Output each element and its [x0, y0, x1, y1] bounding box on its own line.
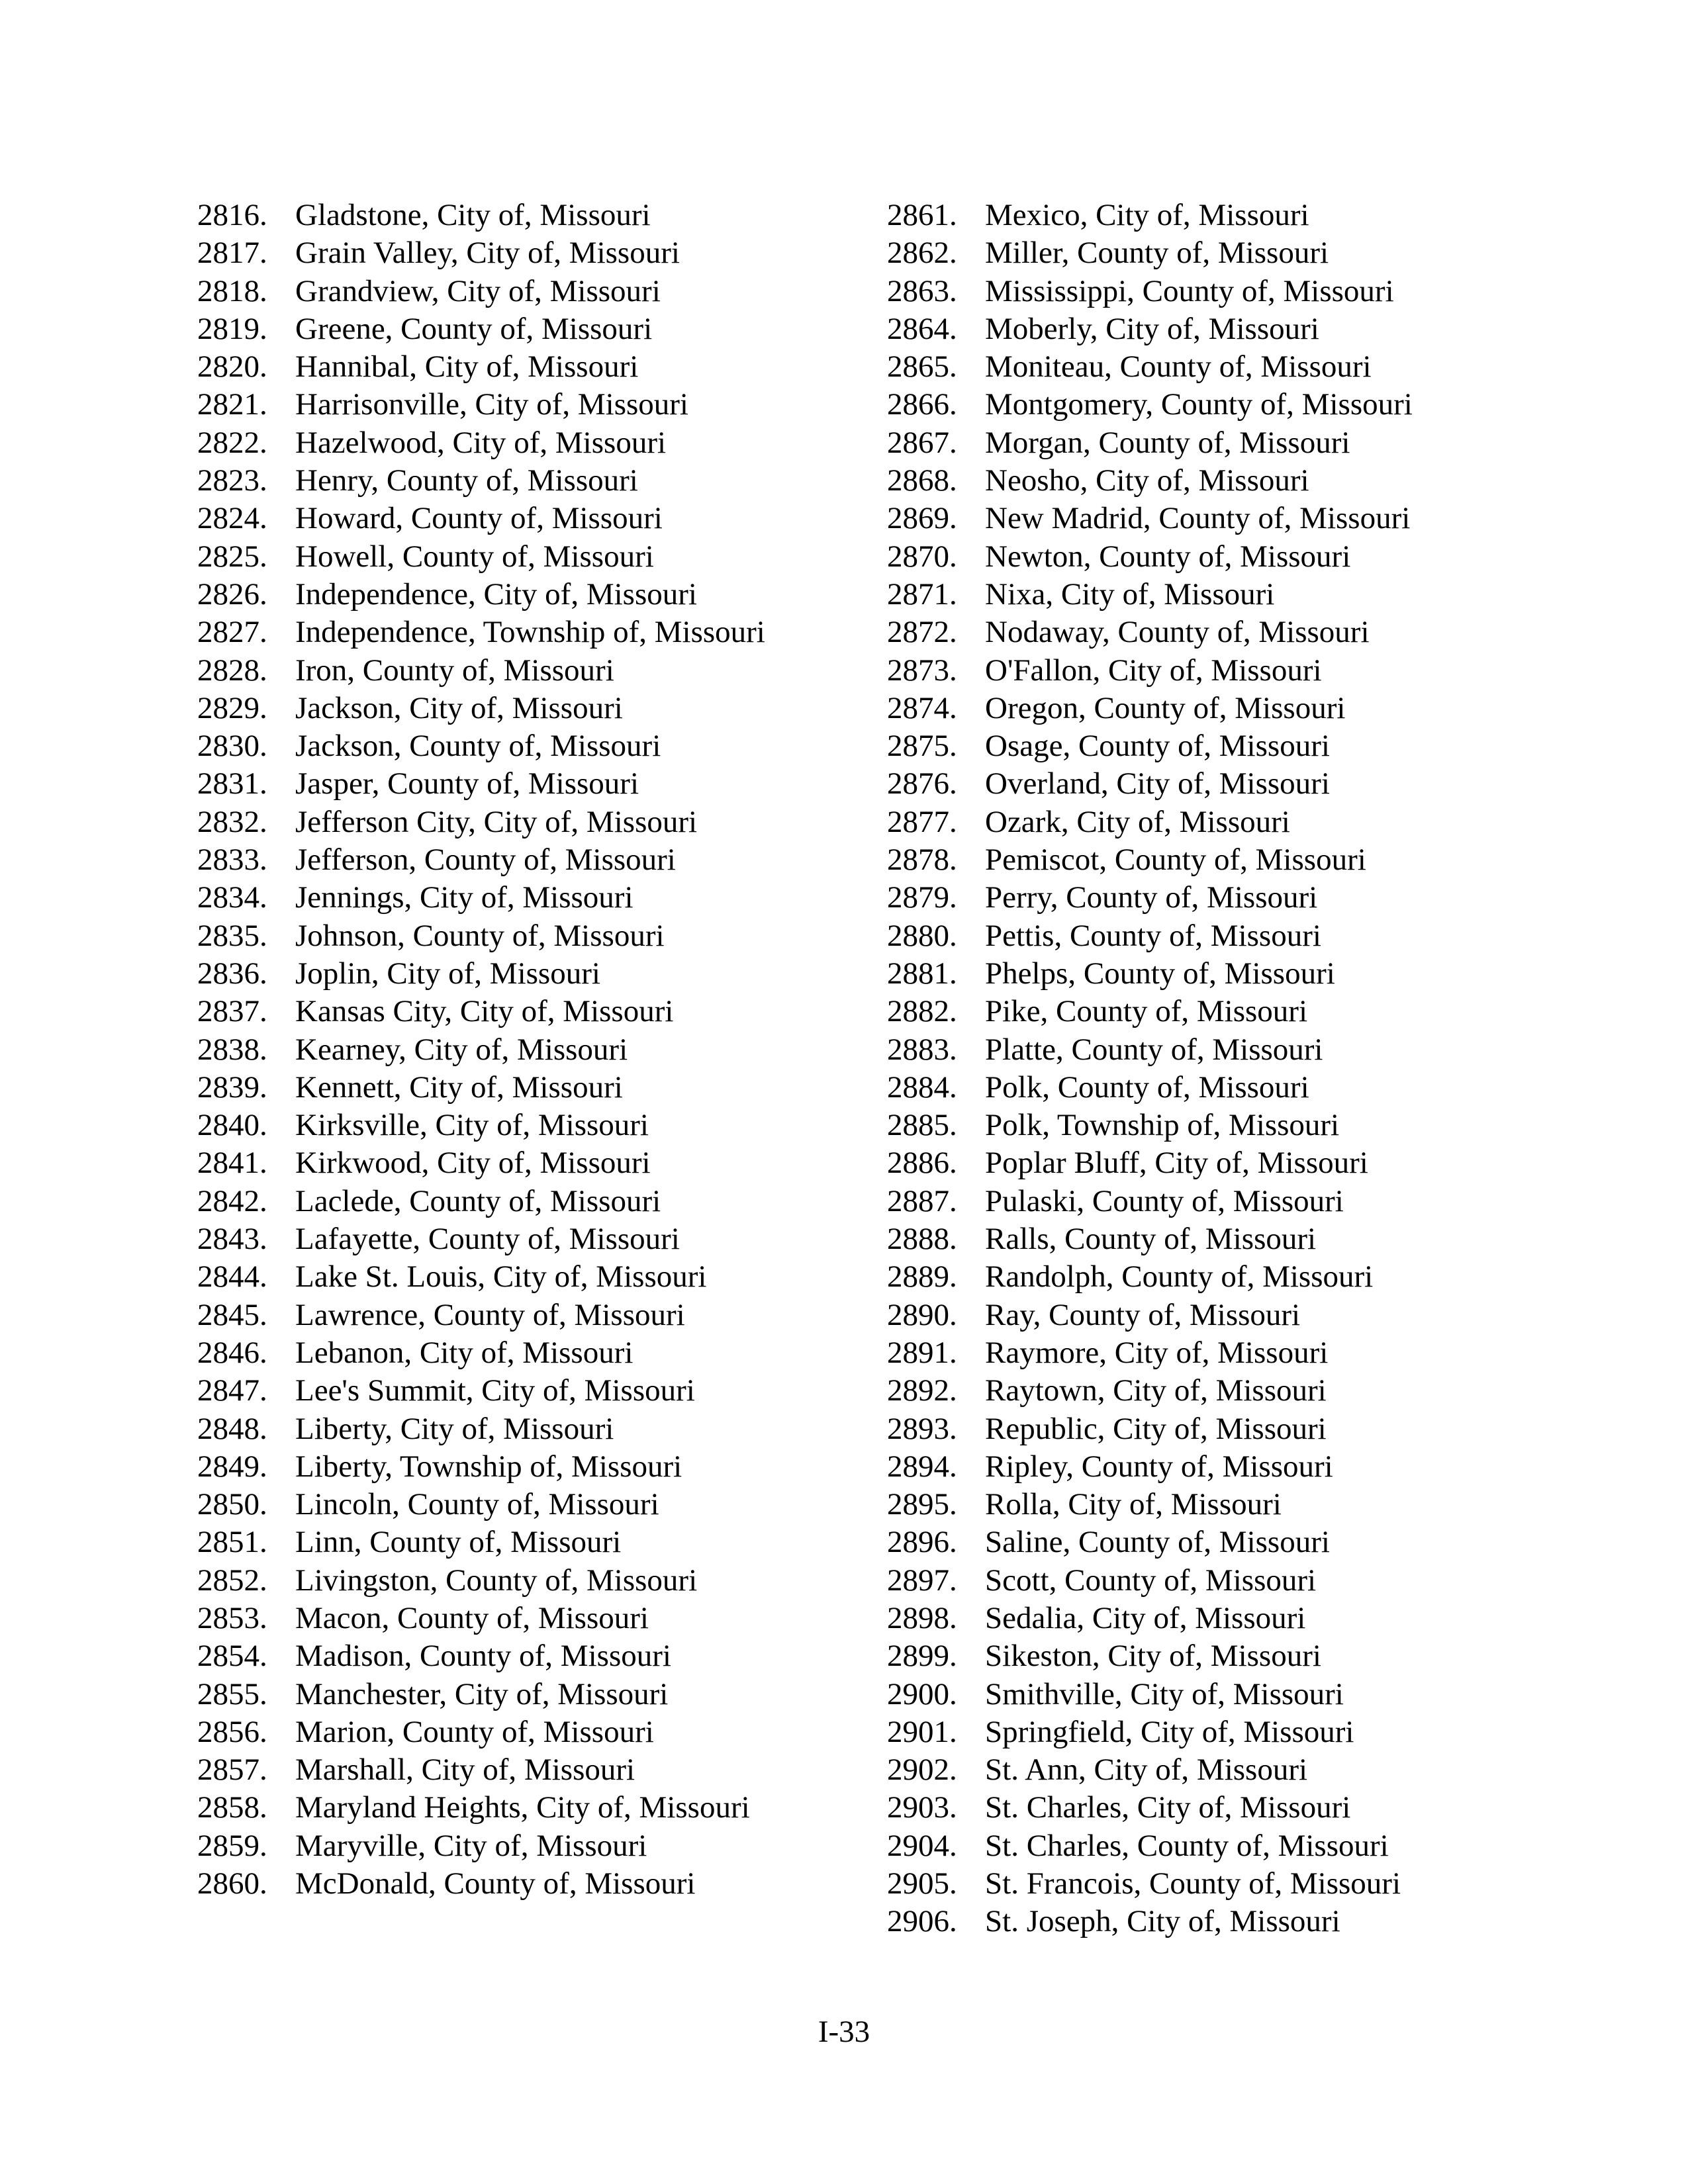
entry-name: Joplin, City of, Missouri: [295, 956, 600, 991]
entry-number: 2824.: [197, 501, 267, 536]
entry-number: 2844.: [197, 1259, 267, 1295]
list-item: [197, 424, 859, 462]
list-item: [197, 1486, 859, 1524]
entry-name: Marion, County of, Missouri: [295, 1714, 654, 1749]
entry-name: Mississippi, County of, Missouri: [985, 273, 1394, 308]
entry-name: Lee's Summit, City of, Missouri: [295, 1373, 695, 1408]
list-item: [887, 955, 1549, 993]
entry-number: 2854.: [197, 1639, 267, 1674]
entry-number: 2886.: [887, 1146, 957, 1181]
list-item: [887, 879, 1549, 917]
entry-number: 2852.: [197, 1563, 267, 1598]
entry-name: Sedalia, City of, Missouri: [985, 1600, 1306, 1635]
list-item: [197, 197, 859, 234]
entry-number: 2861.: [887, 198, 957, 232]
entry-number: 2873.: [887, 653, 957, 688]
entry-name: Miller, County of, Missouri: [985, 236, 1329, 271]
entry-number: 2846.: [197, 1335, 267, 1370]
entry-name: Kirksville, City of, Missouri: [295, 1108, 649, 1143]
list-item: [197, 310, 859, 348]
entry-name: Harrisonville, City of, Missouri: [295, 387, 688, 422]
list-item: [197, 1600, 859, 1637]
entry-name: Kennett, City of, Missouri: [295, 1069, 623, 1105]
entry-number: 2850.: [197, 1487, 267, 1522]
list-item: [197, 652, 859, 690]
list-item: [197, 879, 859, 917]
entry-number: 2866.: [887, 387, 957, 422]
entry-name: Nodaway, County of, Missouri: [985, 615, 1370, 650]
list-item: [197, 1789, 859, 1827]
entry-name: Macon, County of, Missouri: [295, 1600, 649, 1635]
entry-number: 2842.: [197, 1183, 267, 1218]
entry-name: Rolla, City of, Missouri: [985, 1487, 1282, 1522]
list-item: [197, 765, 859, 803]
list-item: [197, 234, 859, 272]
list-item: [887, 803, 1549, 841]
entry-number: 2879.: [887, 880, 957, 915]
list-item: [197, 1637, 859, 1675]
entry-number: 2893.: [887, 1411, 957, 1446]
list-item: [197, 462, 859, 500]
list-item: [197, 917, 859, 955]
list-item: [197, 614, 859, 651]
entry-name: Marshall, City of, Missouri: [295, 1752, 635, 1788]
entry-number: 2862.: [887, 236, 957, 271]
entry-number: 2816.: [197, 198, 267, 232]
list-item: [887, 993, 1549, 1030]
list-item: [887, 1107, 1549, 1144]
list-item: [887, 1372, 1549, 1410]
entry-number: 2906.: [887, 1904, 957, 1939]
list-item: [887, 1448, 1549, 1486]
entry-name: Platte, County of, Missouri: [985, 1032, 1323, 1067]
entry-number: 2856.: [197, 1714, 267, 1749]
entry-name: Oregon, County of, Missouri: [985, 690, 1346, 725]
entry-number: 2845.: [197, 1297, 267, 1332]
list-item: [887, 727, 1549, 765]
entry-name: Linn, County of, Missouri: [295, 1525, 622, 1560]
list-item: [887, 386, 1549, 424]
entry-number: 2895.: [887, 1487, 957, 1522]
entry-number: 2874.: [887, 690, 957, 725]
list-item: [197, 1751, 859, 1789]
list-item: [887, 841, 1549, 879]
entry-name: Springfield, City of, Missouri: [985, 1714, 1354, 1749]
list-item: [887, 1789, 1549, 1827]
list-item: [197, 1562, 859, 1600]
list-item: [197, 690, 859, 727]
entry-number: 2902.: [887, 1752, 957, 1788]
entry-name: Perry, County of, Missouri: [985, 880, 1318, 915]
left-column-list: [197, 197, 859, 1903]
entry-name: Pike, County of, Missouri: [985, 994, 1308, 1029]
entry-name: Montgomery, County of, Missouri: [985, 387, 1413, 422]
entry-name: Maryville, City of, Missouri: [295, 1828, 647, 1863]
list-item: [197, 500, 859, 537]
entry-name: Randolph, County of, Missouri: [985, 1259, 1374, 1295]
entry-name: Grain Valley, City of, Missouri: [295, 236, 680, 271]
entry-name: Kansas City, City of, Missouri: [295, 994, 674, 1029]
entry-name: Lafayette, County of, Missouri: [295, 1222, 680, 1257]
entry-name: Liberty, City of, Missouri: [295, 1411, 614, 1446]
list-item: [887, 765, 1549, 803]
entry-number: 2822.: [197, 425, 267, 460]
list-item: [887, 1410, 1549, 1448]
entry-name: Gladstone, City of, Missouri: [295, 198, 651, 232]
entry-name: Ray, County of, Missouri: [985, 1297, 1301, 1332]
entry-number: 2888.: [887, 1222, 957, 1257]
entry-number: 2870.: [887, 539, 957, 574]
list-item: [197, 955, 859, 993]
entry-name: Smithville, City of, Missouri: [985, 1676, 1344, 1711]
entry-number: 2857.: [197, 1752, 267, 1788]
list-item: [197, 1713, 859, 1751]
entry-name: Moberly, City of, Missouri: [985, 311, 1319, 346]
list-item: [197, 1410, 859, 1448]
entry-number: 2823.: [197, 463, 267, 498]
list-item: [887, 424, 1549, 462]
entry-number: 2826.: [197, 576, 267, 612]
entry-number: 2865.: [887, 349, 957, 385]
entry-name: Lawrence, County of, Missouri: [295, 1297, 685, 1332]
entry-number: 2831.: [197, 766, 267, 801]
entry-name: Jefferson City, City of, Missouri: [295, 804, 698, 839]
entry-name: Maryland Heights, City of, Missouri: [295, 1790, 750, 1825]
entry-number: 2868.: [887, 463, 957, 498]
entry-name: Independence, Township of, Missouri: [295, 615, 765, 650]
entry-name: Overland, City of, Missouri: [985, 766, 1330, 801]
entry-name: Moniteau, County of, Missouri: [985, 349, 1372, 385]
list-item: [887, 1865, 1549, 1903]
list-item: [887, 197, 1549, 234]
entry-number: 2901.: [887, 1714, 957, 1749]
list-item: [887, 652, 1549, 690]
entry-number: 2896.: [887, 1525, 957, 1560]
list-item: [887, 1903, 1549, 1940]
entry-number: 2838.: [197, 1032, 267, 1067]
list-item: [887, 273, 1549, 310]
entry-number: 2904.: [887, 1828, 957, 1863]
entry-number: 2871.: [887, 576, 957, 612]
list-item: [197, 273, 859, 310]
entry-name: Howell, County of, Missouri: [295, 539, 654, 574]
entry-name: Polk, Township of, Missouri: [985, 1108, 1340, 1143]
list-item: [197, 1524, 859, 1561]
list-item: [887, 1258, 1549, 1296]
entry-number: 2897.: [887, 1563, 957, 1598]
right-column-list: [887, 197, 1549, 1941]
entry-name: Ozark, City of, Missouri: [985, 804, 1290, 839]
list-item: [197, 1031, 859, 1069]
entry-name: Jackson, County of, Missouri: [295, 729, 661, 764]
list-item: [887, 462, 1549, 500]
list-item: [197, 1220, 859, 1258]
list-item: [197, 1297, 859, 1334]
entry-name: Jasper, County of, Missouri: [295, 766, 639, 801]
entry-name: Laclede, County of, Missouri: [295, 1183, 661, 1218]
entry-name: Liberty, Township of, Missouri: [295, 1449, 682, 1484]
list-item: [887, 1183, 1549, 1220]
entry-number: 2840.: [197, 1108, 267, 1143]
list-item: [887, 1713, 1549, 1751]
entry-number: 2898.: [887, 1600, 957, 1635]
list-item: [197, 348, 859, 386]
entry-name: Nixa, City of, Missouri: [985, 576, 1275, 612]
entry-number: 2876.: [887, 766, 957, 801]
entry-number: 2863.: [887, 273, 957, 308]
entry-number: 2885.: [887, 1108, 957, 1143]
list-item: [197, 841, 859, 879]
entry-name: Newton, County of, Missouri: [985, 539, 1351, 574]
entry-number: 2853.: [197, 1600, 267, 1635]
list-item: [887, 1676, 1549, 1713]
entry-number: 2892.: [887, 1373, 957, 1408]
entry-number: 2839.: [197, 1069, 267, 1105]
list-item: [887, 1297, 1549, 1334]
entry-name: Independence, City of, Missouri: [295, 576, 697, 612]
entry-number: 2877.: [887, 804, 957, 839]
entry-name: Phelps, County of, Missouri: [985, 956, 1335, 991]
list-item: [887, 1486, 1549, 1524]
list-item: [197, 1448, 859, 1486]
list-item: [197, 1069, 859, 1107]
list-item: [197, 386, 859, 424]
entry-name: New Madrid, County of, Missouri: [985, 501, 1411, 536]
entry-number: 2880.: [887, 918, 957, 953]
entry-number: 2883.: [887, 1032, 957, 1067]
entry-number: 2899.: [887, 1639, 957, 1674]
list-item: [887, 576, 1549, 614]
entry-name: St. Charles, City of, Missouri: [985, 1790, 1351, 1825]
entry-number: 2881.: [887, 956, 957, 991]
list-item: [887, 1600, 1549, 1637]
list-item: [887, 917, 1549, 955]
entry-name: Jackson, City of, Missouri: [295, 690, 623, 725]
entry-name: Henry, County of, Missouri: [295, 463, 638, 498]
list-item: [197, 727, 859, 765]
entry-number: 2821.: [197, 387, 267, 422]
entry-name: Howard, County of, Missouri: [295, 501, 663, 536]
entry-number: 2894.: [887, 1449, 957, 1484]
entry-name: Polk, County of, Missouri: [985, 1069, 1309, 1105]
list-item: [197, 1258, 859, 1296]
list-item: [197, 1676, 859, 1713]
entry-name: Mexico, City of, Missouri: [985, 198, 1309, 232]
entry-number: 2890.: [887, 1297, 957, 1332]
entry-name: Ralls, County of, Missouri: [985, 1222, 1317, 1257]
entry-name: McDonald, County of, Missouri: [295, 1866, 696, 1901]
entry-name: Pemiscot, County of, Missouri: [985, 842, 1366, 878]
entry-name: Jennings, City of, Missouri: [295, 880, 633, 915]
list-item: [887, 1524, 1549, 1561]
entry-number: 2825.: [197, 539, 267, 574]
entry-name: Pulaski, County of, Missouri: [985, 1183, 1344, 1218]
entry-number: 2884.: [887, 1069, 957, 1105]
entry-name: Ripley, County of, Missouri: [985, 1449, 1333, 1484]
entry-name: Lincoln, County of, Missouri: [295, 1487, 659, 1522]
entry-number: 2900.: [887, 1676, 957, 1711]
entry-name: Manchester, City of, Missouri: [295, 1676, 669, 1711]
list-item: [887, 1751, 1549, 1789]
list-item: [887, 234, 1549, 272]
list-item: [197, 1372, 859, 1410]
entry-number: 2887.: [887, 1183, 957, 1218]
list-item: [887, 614, 1549, 651]
list-item: [887, 1562, 1549, 1600]
entry-name: Kirkwood, City of, Missouri: [295, 1146, 651, 1181]
entry-name: Johnson, County of, Missouri: [295, 918, 665, 953]
entry-name: Sikeston, City of, Missouri: [985, 1639, 1321, 1674]
entry-number: 2891.: [887, 1335, 957, 1370]
list-item: [887, 1069, 1549, 1107]
entry-name: Grandview, City of, Missouri: [295, 273, 661, 308]
list-item: [887, 1637, 1549, 1675]
list-item: [197, 538, 859, 576]
entry-number: 2859.: [197, 1828, 267, 1863]
list-item: [887, 1144, 1549, 1182]
list-item: [197, 993, 859, 1030]
entry-number: 2833.: [197, 842, 267, 878]
list-item: [887, 690, 1549, 727]
entry-number: 2851.: [197, 1525, 267, 1560]
list-item: [887, 1031, 1549, 1069]
list-item: [887, 500, 1549, 537]
list-item: [197, 1183, 859, 1220]
entry-name: Morgan, County of, Missouri: [985, 425, 1350, 460]
entry-number: 2864.: [887, 311, 957, 346]
entry-number: 2818.: [197, 273, 267, 308]
entry-name: O'Fallon, City of, Missouri: [985, 653, 1322, 688]
entry-number: 2843.: [197, 1222, 267, 1257]
entry-name: St. Francois, County of, Missouri: [985, 1866, 1401, 1901]
entry-number: 2828.: [197, 653, 267, 688]
entry-number: 2827.: [197, 615, 267, 650]
list-item: [887, 1220, 1549, 1258]
entry-number: 2848.: [197, 1411, 267, 1446]
list-item: [197, 1827, 859, 1865]
entry-number: 2872.: [887, 615, 957, 650]
entry-number: 2860.: [197, 1866, 267, 1901]
entry-number: 2869.: [887, 501, 957, 536]
entry-name: Neosho, City of, Missouri: [985, 463, 1309, 498]
entry-number: 2878.: [887, 842, 957, 878]
entry-name: Poplar Bluff, City of, Missouri: [985, 1146, 1368, 1181]
entry-number: 2905.: [887, 1866, 957, 1901]
entry-number: 2847.: [197, 1373, 267, 1408]
entry-number: 2832.: [197, 804, 267, 839]
entry-name: Jefferson, County of, Missouri: [295, 842, 676, 878]
entry-name: Madison, County of, Missouri: [295, 1639, 671, 1674]
entry-name: St. Ann, City of, Missouri: [985, 1752, 1308, 1788]
entry-number: 2829.: [197, 690, 267, 725]
entry-name: Greene, County of, Missouri: [295, 311, 653, 346]
entry-number: 2834.: [197, 880, 267, 915]
entry-number: 2837.: [197, 994, 267, 1029]
list-item: [197, 803, 859, 841]
page-number: I-33: [818, 2015, 870, 2049]
entry-number: 2867.: [887, 425, 957, 460]
entry-number: 2819.: [197, 311, 267, 346]
entry-number: 2855.: [197, 1676, 267, 1711]
entry-number: 2875.: [887, 729, 957, 764]
entry-number: 2882.: [887, 994, 957, 1029]
entry-name: St. Joseph, City of, Missouri: [985, 1904, 1340, 1939]
entry-name: Raytown, City of, Missouri: [985, 1373, 1327, 1408]
entry-number: 2849.: [197, 1449, 267, 1484]
entry-name: Raymore, City of, Missouri: [985, 1335, 1329, 1370]
list-item: [887, 538, 1549, 576]
entry-number: 2836.: [197, 956, 267, 991]
list-item: [197, 1107, 859, 1144]
entry-number: 2841.: [197, 1146, 267, 1181]
entry-name: Pettis, County of, Missouri: [985, 918, 1321, 953]
entry-name: Saline, County of, Missouri: [985, 1525, 1330, 1560]
entry-name: Iron, County of, Missouri: [295, 653, 614, 688]
entry-number: 2820.: [197, 349, 267, 385]
list-item: [887, 310, 1549, 348]
entry-name: Livingston, County of, Missouri: [295, 1563, 698, 1598]
entry-number: 2858.: [197, 1790, 267, 1825]
entry-number: 2830.: [197, 729, 267, 764]
entry-number: 2835.: [197, 918, 267, 953]
entry-name: Kearney, City of, Missouri: [295, 1032, 628, 1067]
list-item: [197, 1865, 859, 1903]
entry-number: 2817.: [197, 236, 267, 271]
entry-name: Hannibal, City of, Missouri: [295, 349, 639, 385]
entry-name: Lebanon, City of, Missouri: [295, 1335, 633, 1370]
entry-name: Republic, City of, Missouri: [985, 1411, 1327, 1446]
entry-number: 2889.: [887, 1259, 957, 1295]
list-item: [197, 576, 859, 614]
entry-name: Hazelwood, City of, Missouri: [295, 425, 667, 460]
entry-name: Lake St. Louis, City of, Missouri: [295, 1259, 707, 1295]
list-item: [197, 1144, 859, 1182]
entry-name: St. Charles, County of, Missouri: [985, 1828, 1389, 1863]
list-item: [887, 1334, 1549, 1372]
list-item: [197, 1334, 859, 1372]
list-item: [887, 348, 1549, 386]
entry-number: 2903.: [887, 1790, 957, 1825]
list-item: [887, 1827, 1549, 1865]
entry-name: Osage, County of, Missouri: [985, 729, 1330, 764]
entry-name: Scott, County of, Missouri: [985, 1563, 1317, 1598]
